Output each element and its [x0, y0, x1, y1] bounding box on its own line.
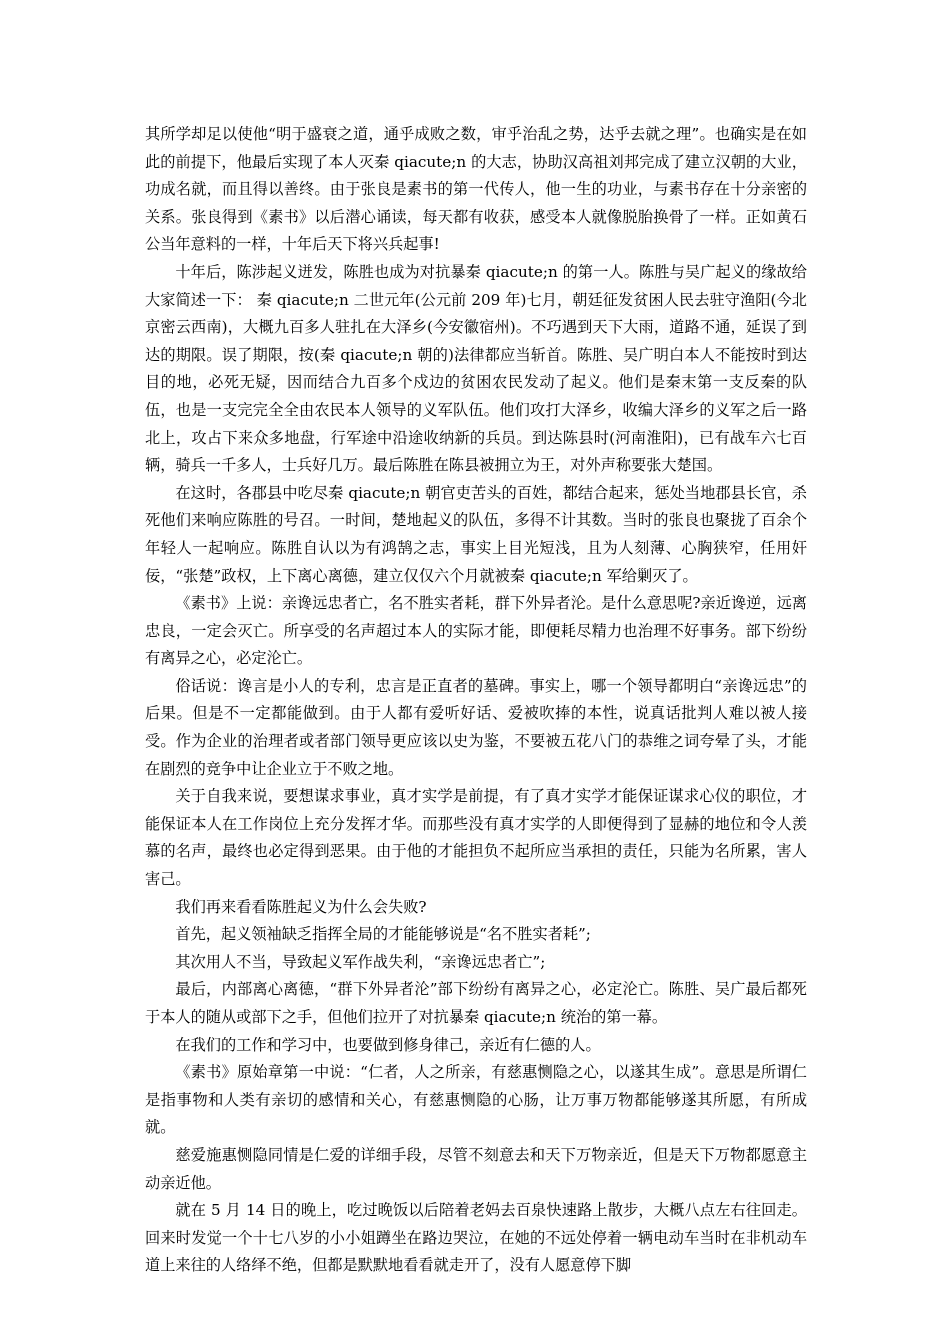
paragraph: 在我们的工作和学习中，也要做到修身律己，亲近有仁德的人。: [175, 1035, 601, 1054]
paragraph: 十年后，陈涉起义迸发，陈胜也成为对抗暴秦 qiacute;n 的第一人。陈胜与吴广起义的缘故给大家简述一下： 秦 qiacute;n 二世元年(公元前 209 年)七月，朝廷征发贫困人民去驻守渔阳(今北京密云西南)，大概九百多人驻扎在大泽乡(今安徽宿州)。不巧遇到天下大雨，道路不通，延误了到达的期限。误了期限，按(秦 qiacute;n 朝的)法律都应当斩首。陈胜、吴广明白本人不能按时到达目的地，必死无疑，因而结合九百多个戍边的贫困农民发动了起义。他们是秦末第一支反秦的队伍，也是一支完完全全由农民本人领导的义军队伍。他们攻打大泽乡，收编大泽乡的义军之后一路北上，攻占下来众多地盘，行军途中沿途收纳新的兵员。到达陈县时(河南淮阳)，已有战车六七百辆，骑兵一千多人，士兵好几万。最后陈胜在陈县被拥立为王，对外声称要张大楚国。: [145, 262, 807, 475]
paragraph: 俗话说：谗言是小人的专利，忠言是正直者的墓碑。事实上，哪一个领导都明白“亲谗远忠”的后果。但是不一定都能做到。由于人都有爱听好话、爱被吹捧的本性，说真话批判人难以被人接受。作为企业的治理者或者部门领导更应该以史为鉴，不要被五花八门的恭维之词夸晕了头，才能在剧烈的竞争中让企业立于不败之地。: [145, 676, 807, 778]
paragraph: 就在 5 月 14 日的晚上，吃过晚饭以后陪着老妈去百泉快速路上散步，大概八点左右往回走。回来时发觉一个十七八岁的小小姐蹲坐在路边哭泣，在她的不远处停着一辆电动车当时在非机动车道上来往的人络绎不绝，但都是默默地看看就走开了，没有人愿意停下脚: [145, 1201, 807, 1275]
paragraph: 其次用人不当，导致起义军作战失利，“亲谗远忠者亡”;: [175, 952, 546, 971]
paragraph: 其所学却足以使他“明于盛衰之道，通乎成败之数，审乎治乱之势，达乎去就之理”。也确实是在如此的前提下，他最后实现了本人灭秦 qiacute;n 的大志，协助汉高祖刘邦完成了建立汉朝的大业，功成名就，而且得以善终。由于张良是素书的第一代传人，他一生的功业，与素书存在十分亲密的关系。张良得到《素书》以后潜心诵读，每天都有收获，感受本人就像脱胎换骨了一样。正如黄石公当年意料的一样，十年后天下将兴兵起事!: [145, 125, 807, 254]
paragraph: 最后，内部离心离德，“群下外异者沦”部下纷纷有离异之心，必定沦亡。陈胜、吴广最后都死于本人的随从或部下之手，但他们拉开了对抗暴秦 qiacute;n 统治的第一幕。: [145, 980, 807, 1026]
paragraph: 在这时，各郡县中吃尽秦 qiacute;n 朝官吏苦头的百姓，都结合起来，惩处当地郡县长官，杀死他们来响应陈胜的号召。一时间，楚地起义的队伍，多得不计其数。当时的张良也聚拢了百余个年轻人一起响应。陈胜自认以为有鸿鹄之志，事实上目光短浅，且为人刻薄、心胸狭窄，任用奸佞，“张楚”政权，上下离心离德，建立仅仅六个月就被秦 qiacute;n 军给剿灭了。: [145, 483, 807, 585]
paragraph: 我们再来看看陈胜起义为什么会失败?: [175, 897, 427, 916]
document-body: [145, 121, 807, 1280]
paragraph: 慈爱施惠恻隐同情是仁爱的详细手段，尽管不刻意去和天下万物亲近，但是天下万物都愿意主动亲近他。: [145, 1145, 807, 1192]
paragraph: 关于自我来说，要想谋求事业，真才实学是前提，有了真才实学才能保证谋求心仪的职位，才能保证本人在工作岗位上充分发挥才华。而那些没有真才实学的人即便得到了显赫的地位和令人羡慕的名声，最终也必定得到恶果。由于他的才能担负不起所应当承担的责任，只能为名所累，害人害己。: [145, 787, 807, 889]
paragraph: 《素书》上说：亲谗远忠者亡，名不胜实者耗，群下外异者沦。是什么意思呢?亲近谗逆，远离忠良，一定会灭亡。所享受的名声超过本人的实际才能，即便耗尽精力也治理不好事务。部下纷纷有离异之心，必定沦亡。: [145, 594, 807, 668]
paragraph: 《素书》原始章第一中说：“仁者，人之所亲，有慈惠恻隐之心，以遂其生成”。意思是所谓仁是指事物和人类有亲切的感情和关心，有慈惠恻隐的心肠，让万事万物都能够遂其所愿，有所成就。: [145, 1063, 807, 1137]
paragraph: 首先，起义领袖缺乏指挥全局的才能能够说是“名不胜实者耗”;: [175, 925, 591, 944]
